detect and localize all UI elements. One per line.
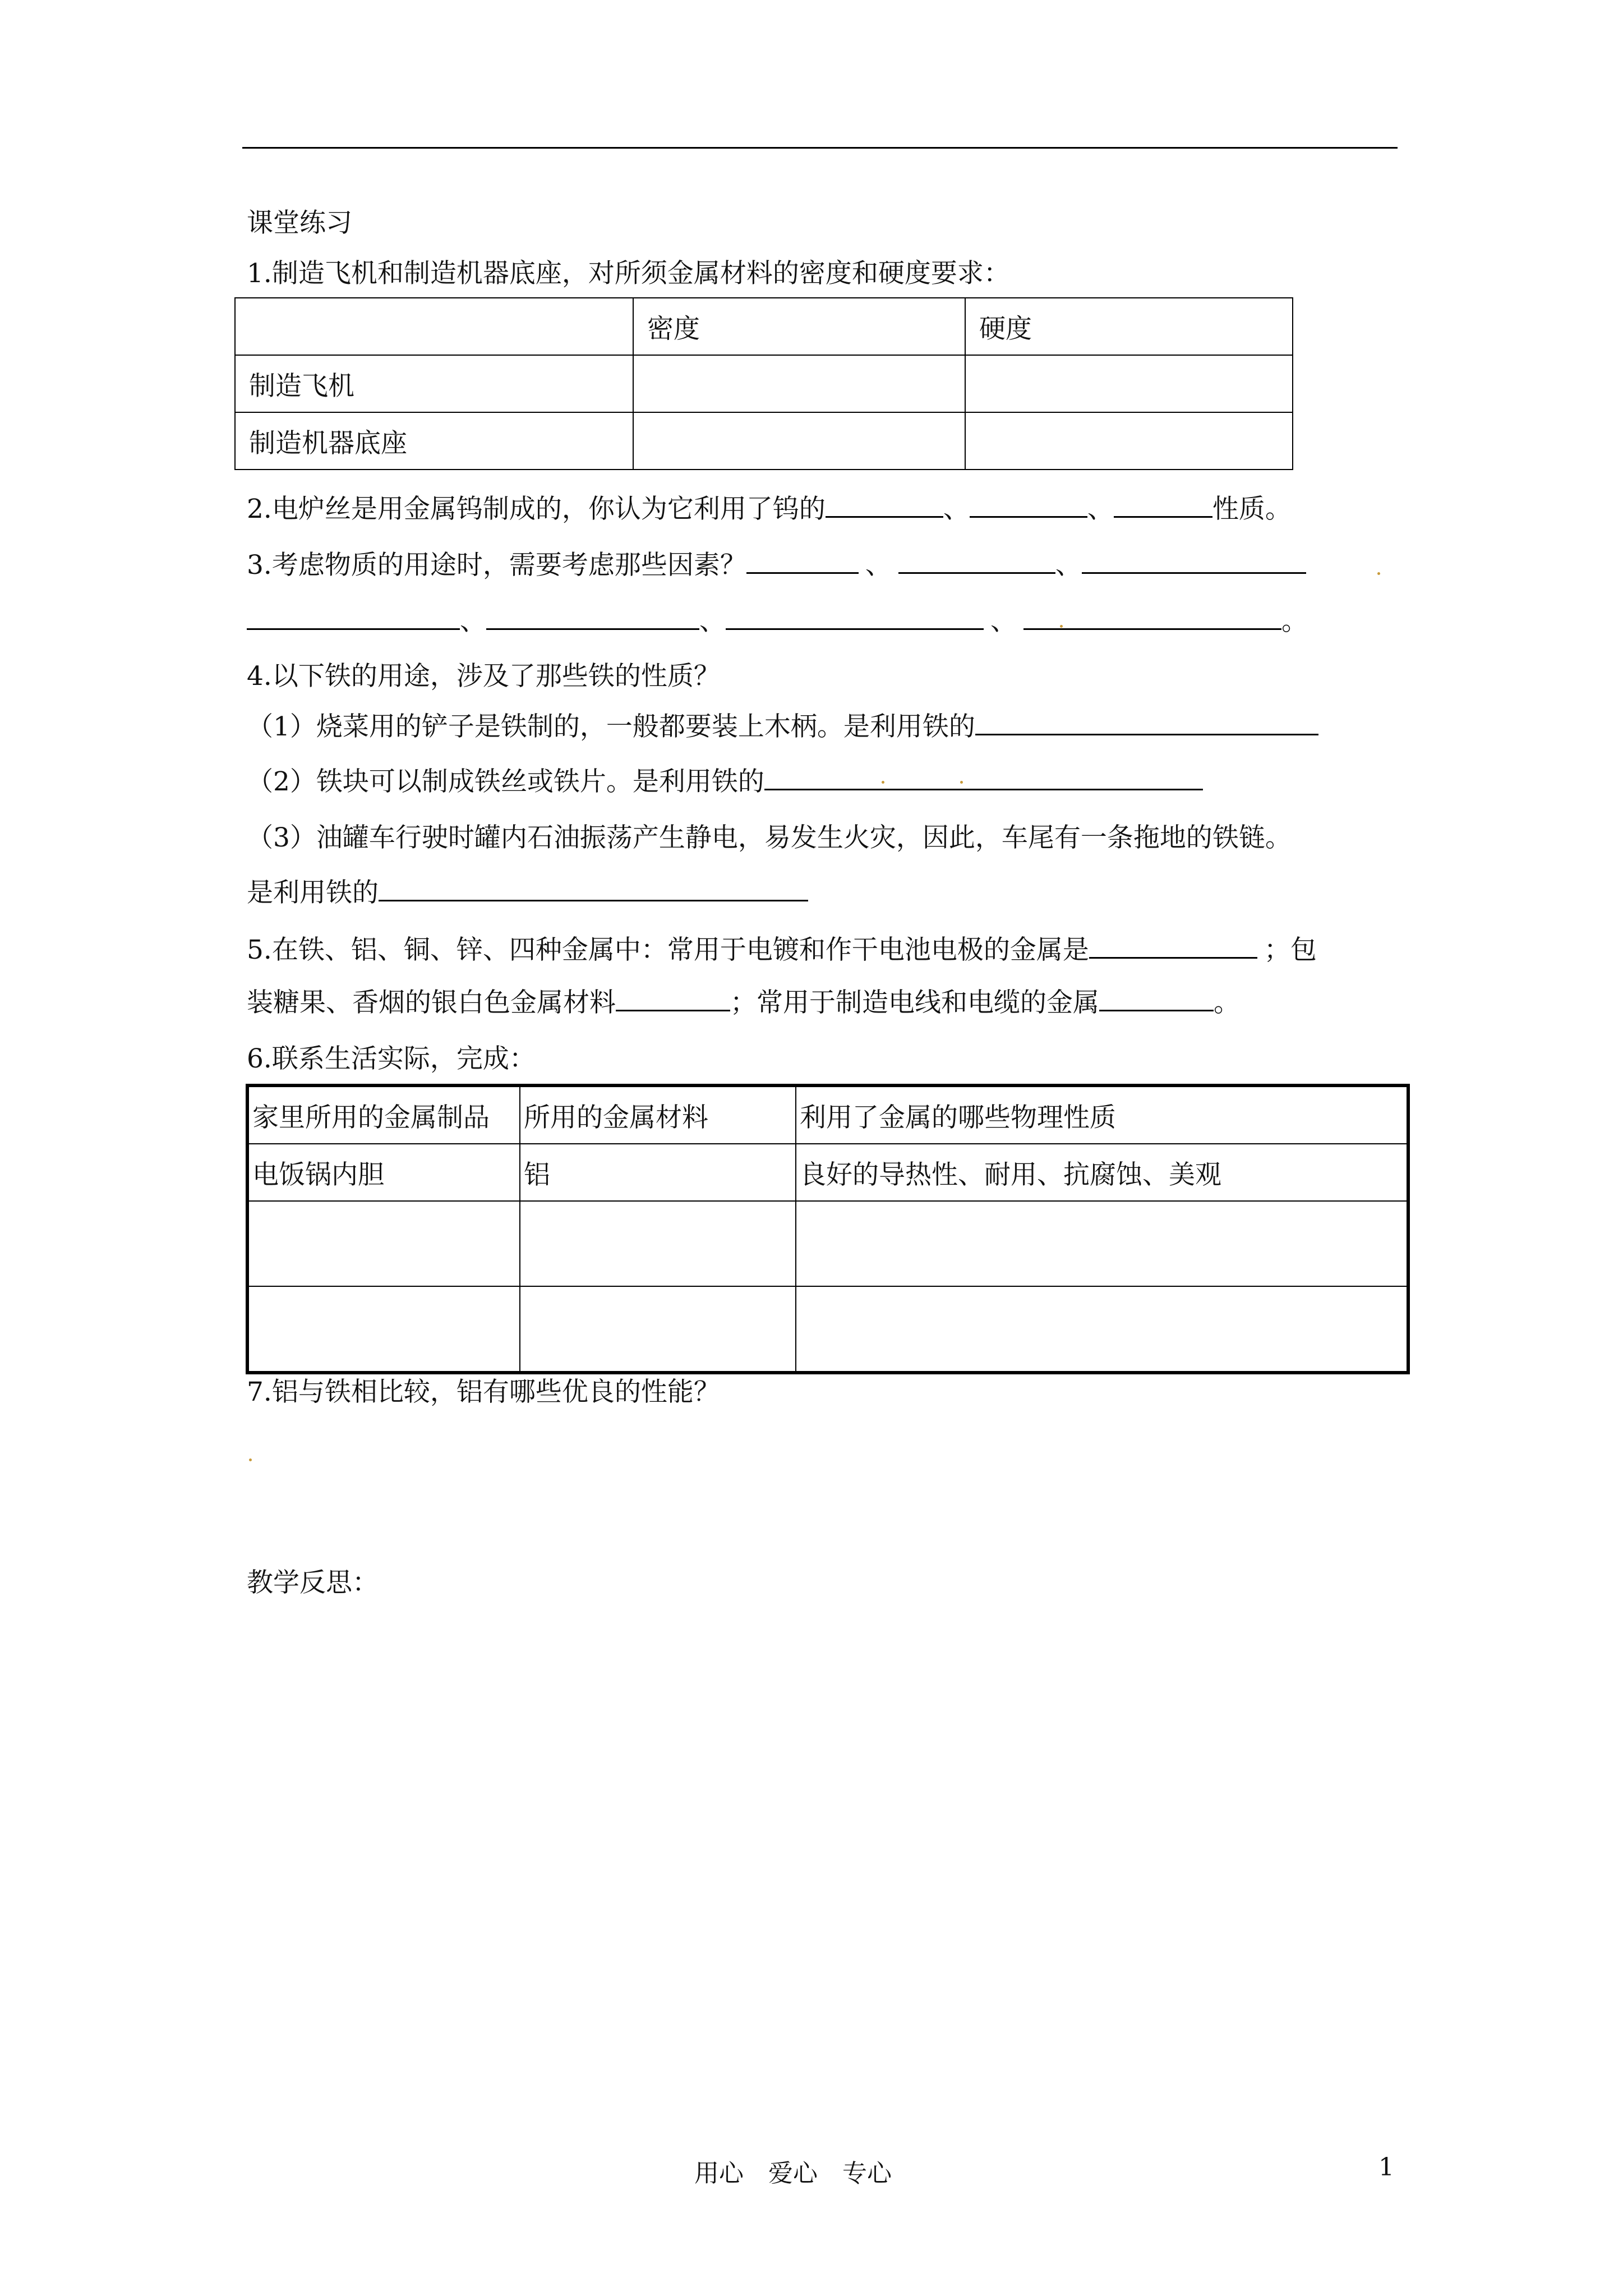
question-1: 1.制造飞机和制造机器底座，对所须金属材料的密度和硬度要求： — [247, 258, 1010, 289]
answer-blank[interactable] — [379, 875, 808, 901]
table-row — [247, 1286, 1408, 1373]
table-header-cell: 密度 — [633, 298, 965, 355]
question-3-continued — [247, 604, 1308, 638]
answer-blank[interactable] — [764, 764, 1203, 790]
answer-blank[interactable] — [726, 604, 984, 630]
separator: 、 — [943, 494, 970, 524]
table-cell: 制造机器底座 — [235, 412, 633, 470]
question-text: 5.在铁、铝、铜、锌、四种金属中：常用于电镀和作干电池电极的金属是 — [247, 935, 1089, 965]
question-text: 。 — [1214, 987, 1240, 1018]
separator: 、 — [460, 606, 486, 637]
question-text: 是利用铁的 — [247, 877, 379, 908]
header-rule — [242, 147, 1398, 149]
question-4-item-2 — [247, 764, 1203, 799]
table-cell: 良好的导热性、耐用、抗腐蚀、美观 — [796, 1144, 1408, 1201]
question-text: （2）铁块可以制成铁丝或铁片。是利用铁的 — [247, 766, 764, 797]
separator: 、 — [865, 550, 892, 581]
answer-blank[interactable] — [616, 985, 730, 1011]
separator: 、 — [699, 606, 726, 637]
question-text: ；包 — [1264, 935, 1317, 965]
answer-blank[interactable] — [1082, 547, 1306, 574]
question-5-continued — [247, 985, 1240, 1020]
question-5 — [247, 932, 1317, 967]
table-header-cell: 硬度 — [965, 298, 1293, 355]
ink-speck — [882, 781, 884, 784]
table-header-row — [235, 298, 1293, 355]
answer-blank[interactable] — [746, 547, 859, 574]
answer-blank[interactable] — [975, 709, 1318, 735]
answer-blank[interactable] — [486, 604, 699, 630]
table-header-cell — [235, 298, 633, 355]
question-4: 4.以下铁的用途，涉及了那些铁的性质？ — [247, 661, 720, 692]
table-header-row — [247, 1085, 1408, 1144]
separator: 、 — [1087, 494, 1114, 524]
answer-blank[interactable] — [1099, 985, 1214, 1011]
section-heading: 课堂练习 — [247, 208, 352, 238]
table-cell — [520, 1286, 796, 1373]
table-cell: 铝 — [520, 1144, 796, 1201]
table-cell — [965, 355, 1293, 412]
answer-blank[interactable] — [826, 491, 943, 518]
metal-products-table — [246, 1084, 1410, 1374]
table-cell — [633, 355, 965, 412]
answer-blank[interactable] — [1114, 491, 1212, 518]
density-hardness-table — [234, 297, 1293, 470]
table-row — [247, 1201, 1408, 1286]
page-number: 1 — [1378, 2153, 1394, 2182]
footer-motto: 用心 爱心 专心 — [694, 2159, 892, 2188]
question-7: 7.铝与铁相比较，铝有哪些优良的性能？ — [247, 1377, 720, 1407]
table-cell — [796, 1286, 1408, 1373]
table-cell — [965, 412, 1293, 470]
table-cell — [796, 1201, 1408, 1286]
question-text: 3.考虑物质的用途时，需要考虑那些因素？ — [247, 550, 746, 581]
answer-blank[interactable] — [970, 491, 1087, 518]
question-4-item-3: （3）油罐车行驶时罐内石油振荡产生静电，易发生火灾，因此，车尾有一条拖地的铁链。 — [247, 822, 1292, 853]
table-cell: 制造飞机 — [235, 355, 633, 412]
question-4-item-3-continued — [247, 875, 808, 910]
table-row — [235, 412, 1293, 470]
question-text: （1）烧菜用的铲子是铁制的，一般都要装上木柄。是利用铁的 — [247, 711, 975, 742]
question-3 — [247, 547, 1306, 582]
question-text: 2.电炉丝是用金属钨制成的，你认为它利用了钨的 — [247, 494, 826, 524]
question-2 — [247, 491, 1292, 526]
answer-blank[interactable] — [1089, 932, 1257, 959]
question-6: 6.联系生活实际，完成： — [247, 1043, 536, 1074]
answer-blank[interactable] — [247, 604, 460, 630]
table-row — [247, 1144, 1408, 1201]
question-text: ；常用于制造电线和电缆的金属 — [730, 987, 1099, 1018]
ink-speck — [1060, 625, 1063, 628]
answer-blank[interactable] — [898, 547, 1055, 574]
separator: 、 — [1055, 550, 1082, 581]
ink-speck — [249, 1458, 252, 1461]
teaching-reflection: 教学反思： — [247, 1567, 379, 1598]
question-4-item-1 — [247, 709, 1318, 744]
ink-speck — [1377, 572, 1380, 575]
table-header-cell: 家里所用的金属制品 — [247, 1085, 520, 1144]
table-cell — [247, 1201, 520, 1286]
separator: 。 — [1281, 606, 1308, 637]
table-row — [235, 355, 1293, 412]
separator: 、 — [990, 606, 1017, 637]
table-cell — [247, 1286, 520, 1373]
question-text: 装糖果、香烟的银白色金属材料 — [247, 987, 616, 1018]
table-cell — [633, 412, 965, 470]
question-text: 性质。 — [1212, 494, 1292, 524]
table-header-cell: 所用的金属材料 — [520, 1085, 796, 1144]
ink-speck — [960, 781, 963, 784]
table-cell — [520, 1201, 796, 1286]
table-header-cell: 利用了金属的哪些物理性质 — [796, 1085, 1408, 1144]
table-cell: 电饭锅内胆 — [247, 1144, 520, 1201]
